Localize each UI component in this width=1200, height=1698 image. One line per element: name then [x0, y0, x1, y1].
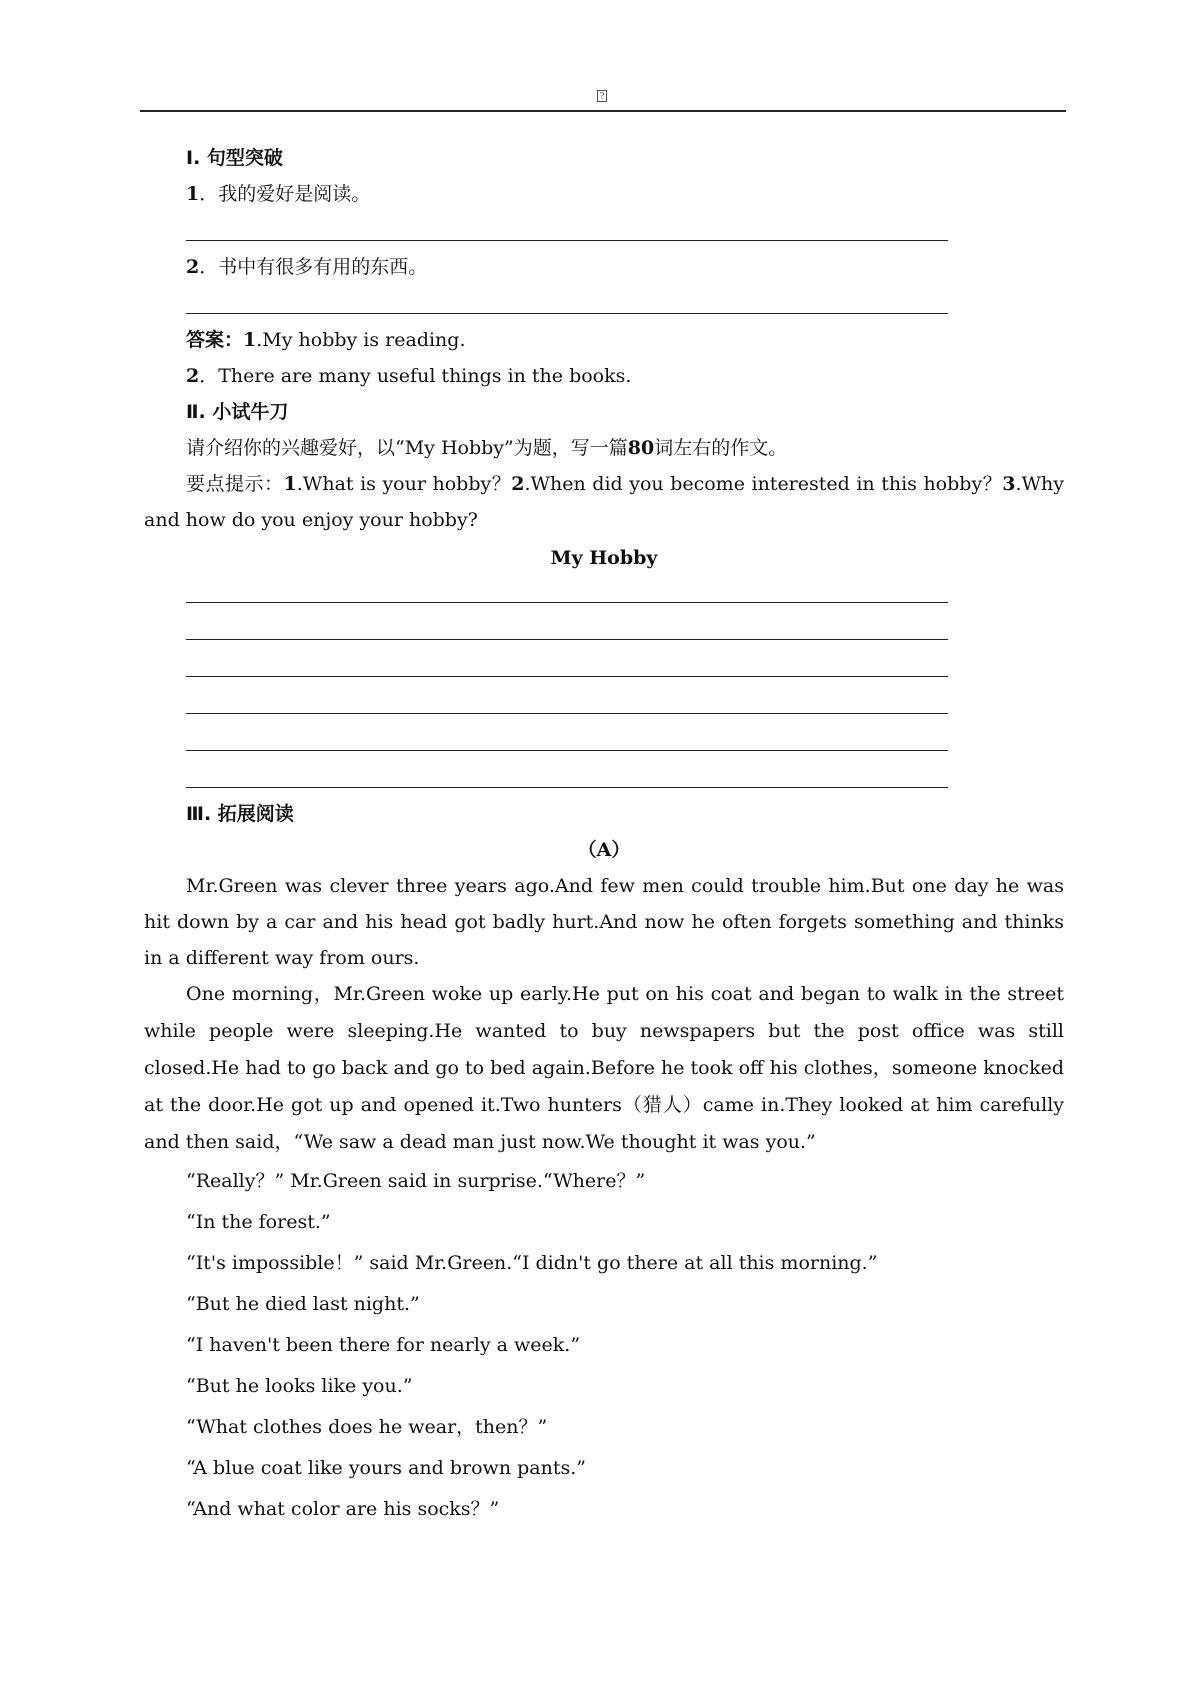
- passage-paragraph-1: Mr.Green was clever three years ago.And few men could trouble him.But one day he was hit down by a car and his head got badly hurt.And now he often forgets something and thinks in a different way from ours.: [144, 875, 1064, 969]
- dialogue-line: “What clothes does he wear，then？”: [186, 1416, 548, 1438]
- essay-line-4[interactable]: [186, 677, 948, 714]
- dialogue-line: “And what color are his socks？”: [186, 1498, 500, 1520]
- document-content: [144, 140, 1064, 1530]
- essay-line-3[interactable]: [186, 640, 948, 677]
- passage-label: （A）: [577, 839, 631, 861]
- essay-title: My Hobby: [550, 547, 658, 569]
- writing-hints: 要点提示：1.What is your hobby？2.When did you become interested in this hobby？3.Why and how do you enjoy your hobby?: [144, 473, 1064, 531]
- passage-paragraph-2: One morning，Mr.Green woke up early.He put on his coat and began to walk in the street while people were sleeping.He wanted to buy newspapers but the post office was still closed.He had to go back and go to bed again.Before he took off his clothes，someone knocked at the door.He got up and opened it.Two hunters（猎人）came in.They looked at him carefully and then said，“We saw a dead man just now.We thought it was you.”: [144, 983, 1064, 1153]
- dialogue-line: “But he died last night.”: [186, 1293, 420, 1315]
- header-rule: [140, 110, 1066, 112]
- answer-line-2[interactable]: [186, 285, 948, 314]
- essay-line-1[interactable]: [186, 578, 948, 603]
- dialogue-line: “I haven't been there for nearly a week.”: [186, 1334, 581, 1356]
- section-heading-3: Ⅲ. 拓展阅读: [186, 803, 294, 825]
- essay-line-2[interactable]: [186, 603, 948, 640]
- dialogue-line: “But he looks like you.”: [186, 1375, 413, 1397]
- essay-line-6[interactable]: [186, 751, 948, 788]
- section-heading-2: Ⅱ. 小试牛刀: [186, 401, 289, 423]
- answer-2: 2．There are many useful things in the books.: [186, 365, 632, 387]
- dialogue-line: “It's impossible！” said Mr.Green.“I didn't go there at all this morning.”: [186, 1252, 878, 1274]
- dialogue-line: “In the forest.”: [186, 1211, 331, 1233]
- question-1: 1．我的爱好是阅读。: [186, 183, 371, 205]
- dialogue-line: “Really？” Mr.Green said in surprise.“Where？”: [186, 1170, 646, 1192]
- essay-line-5[interactable]: [186, 714, 948, 751]
- header-mark: ?: [597, 90, 607, 102]
- question-2: 2．书中有很多有用的东西。: [186, 256, 428, 278]
- section-heading-1: Ⅰ. 句型突破: [186, 147, 283, 169]
- writing-prompt: 请介绍你的兴趣爱好，以“My Hobby”为题，写一篇80词左右的作文。: [186, 437, 788, 459]
- answer-line-1[interactable]: [186, 212, 948, 241]
- answer-1: 答案：1.My hobby is reading.: [186, 329, 466, 351]
- dialogue-line: “A blue coat like yours and brown pants.”: [186, 1457, 586, 1479]
